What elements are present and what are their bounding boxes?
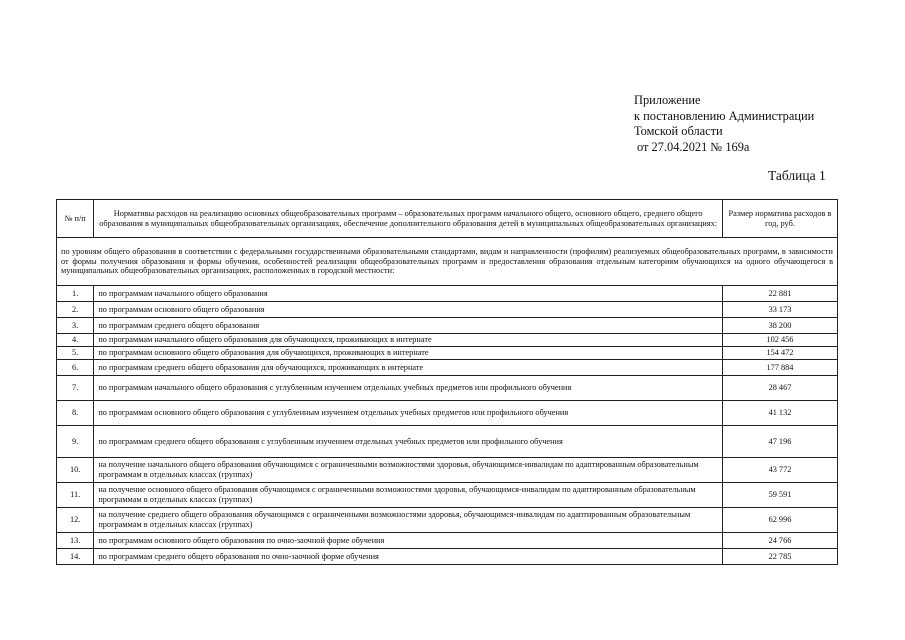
appendix-label: Приложение	[634, 93, 701, 107]
row-value: 22 785	[722, 549, 837, 565]
column-header-number: № п/п	[57, 200, 94, 238]
row-value: 47 196	[722, 426, 837, 458]
row-value: 22 881	[722, 286, 837, 302]
row-description: на получение начального общего образования обучающимся с ограниченными возможностями здоровья, обучающимся-инвалидам по адаптированным образовательным программам в отдельных классах (группах)	[94, 458, 723, 483]
row-number: 3.	[57, 318, 94, 334]
intro-row	[57, 238, 838, 286]
row-description: по программам основного общего образования	[94, 302, 723, 318]
table-row	[57, 533, 838, 549]
table-header-row	[57, 200, 838, 238]
row-value: 24 766	[722, 533, 837, 549]
row-value: 43 772	[722, 458, 837, 483]
row-value: 62 996	[722, 508, 837, 533]
table-row	[57, 376, 838, 401]
row-number: 14.	[57, 549, 94, 565]
row-number: 12.	[57, 508, 94, 533]
row-number: 11.	[57, 483, 94, 508]
table-row	[57, 458, 838, 483]
row-description: на получение среднего общего образования обучающимся с ограниченными возможностями здоровья, обучающимся-инвалидам по адаптированным образовательным программам в отдельных классах (группах)	[94, 508, 723, 533]
row-description: по программам начального общего образования для обучающихся, проживающих в интернате	[94, 334, 723, 347]
resolution-reference: к постановлению Администрации	[634, 108, 815, 123]
row-description: по программам основного общего образования с углубленным изучением отдельных учебных предметов или профильного обучения	[94, 401, 723, 426]
column-header-value: Размер норматива расходов в год, руб.	[722, 200, 837, 238]
resolution-date: от 27.04.2021 № 169а	[637, 139, 750, 154]
row-description: на получение основного общего образования обучающимся с ограниченными возможностями здоровья, обучающимся-инвалидам по адаптированным образовательным программам в отдельных классах (группах)	[94, 483, 723, 508]
intro-text: по уровням общего образования в соответствии с федеральными государственными образовательными стандартами, видам и направленности (профилям) реализуемых общеобразовательных программ, в зависимости от формы получения образования и формы обучения, особенностей реализации общеобразовательных программ и предоставления образования отдельным категориям обучающихся на одного обучающегося в муниципальных общеобразовательных организациях, расположенных в городской местности:	[57, 238, 838, 286]
row-description: по программам среднего общего образования	[94, 318, 723, 334]
row-description: по программам основного общего образования для обучающихся, проживающих в интернате	[94, 347, 723, 360]
column-header-description: Нормативы расходов на реализацию основных общеобразовательных программ – образовательных программ начального общего, основного общего, среднего общего образования в муниципальных общеобразовательных организациях, обеспечение дополнительного образования детей в муниципальных общеобразовательных организациях:	[94, 200, 723, 238]
row-description: по программам среднего общего образования для обучающихся, проживающих в интернате	[94, 360, 723, 376]
norms-table	[56, 199, 838, 565]
table-body	[57, 286, 838, 565]
row-description: по программам основного общего образования по очно-заочной форме обучения	[94, 533, 723, 549]
row-number: 4.	[57, 334, 94, 347]
row-number: 5.	[57, 347, 94, 360]
row-description: по программам среднего общего образования по очно-заочной форме обучения	[94, 549, 723, 565]
row-number: 13.	[57, 533, 94, 549]
table-row	[57, 347, 838, 360]
table-row	[57, 508, 838, 533]
row-number: 9.	[57, 426, 94, 458]
table-row	[57, 334, 838, 347]
row-value: 28 467	[722, 376, 837, 401]
row-value: 154 472	[722, 347, 837, 360]
row-description: по программам начального общего образования	[94, 286, 723, 302]
region-name: Томской области	[634, 124, 723, 139]
appendix-header	[634, 93, 894, 155]
row-description: по программам начального общего образования с углубленным изучением отдельных учебных предметов или профильного обучения	[94, 376, 723, 401]
row-value: 102 456	[722, 334, 837, 347]
row-number: 7.	[57, 376, 94, 401]
row-number: 1.	[57, 286, 94, 302]
table-title: Таблица 1	[768, 168, 826, 183]
row-value: 38 200	[722, 318, 837, 334]
row-number: 10.	[57, 458, 94, 483]
table-row	[57, 483, 838, 508]
table-row	[57, 286, 838, 302]
row-value: 33 173	[722, 302, 837, 318]
row-value: 59 591	[722, 483, 837, 508]
table-row	[57, 549, 838, 565]
table-row	[57, 302, 838, 318]
row-number: 8.	[57, 401, 94, 426]
table-row	[57, 401, 838, 426]
table-row	[57, 318, 838, 334]
row-description: по программам среднего общего образования с углубленным изучением отдельных учебных предметов или профильного обучения	[94, 426, 723, 458]
row-number: 6.	[57, 360, 94, 376]
row-number: 2.	[57, 302, 94, 318]
row-value: 177 884	[722, 360, 837, 376]
table-row	[57, 426, 838, 458]
table-row	[57, 360, 838, 376]
row-value: 41 132	[722, 401, 837, 426]
